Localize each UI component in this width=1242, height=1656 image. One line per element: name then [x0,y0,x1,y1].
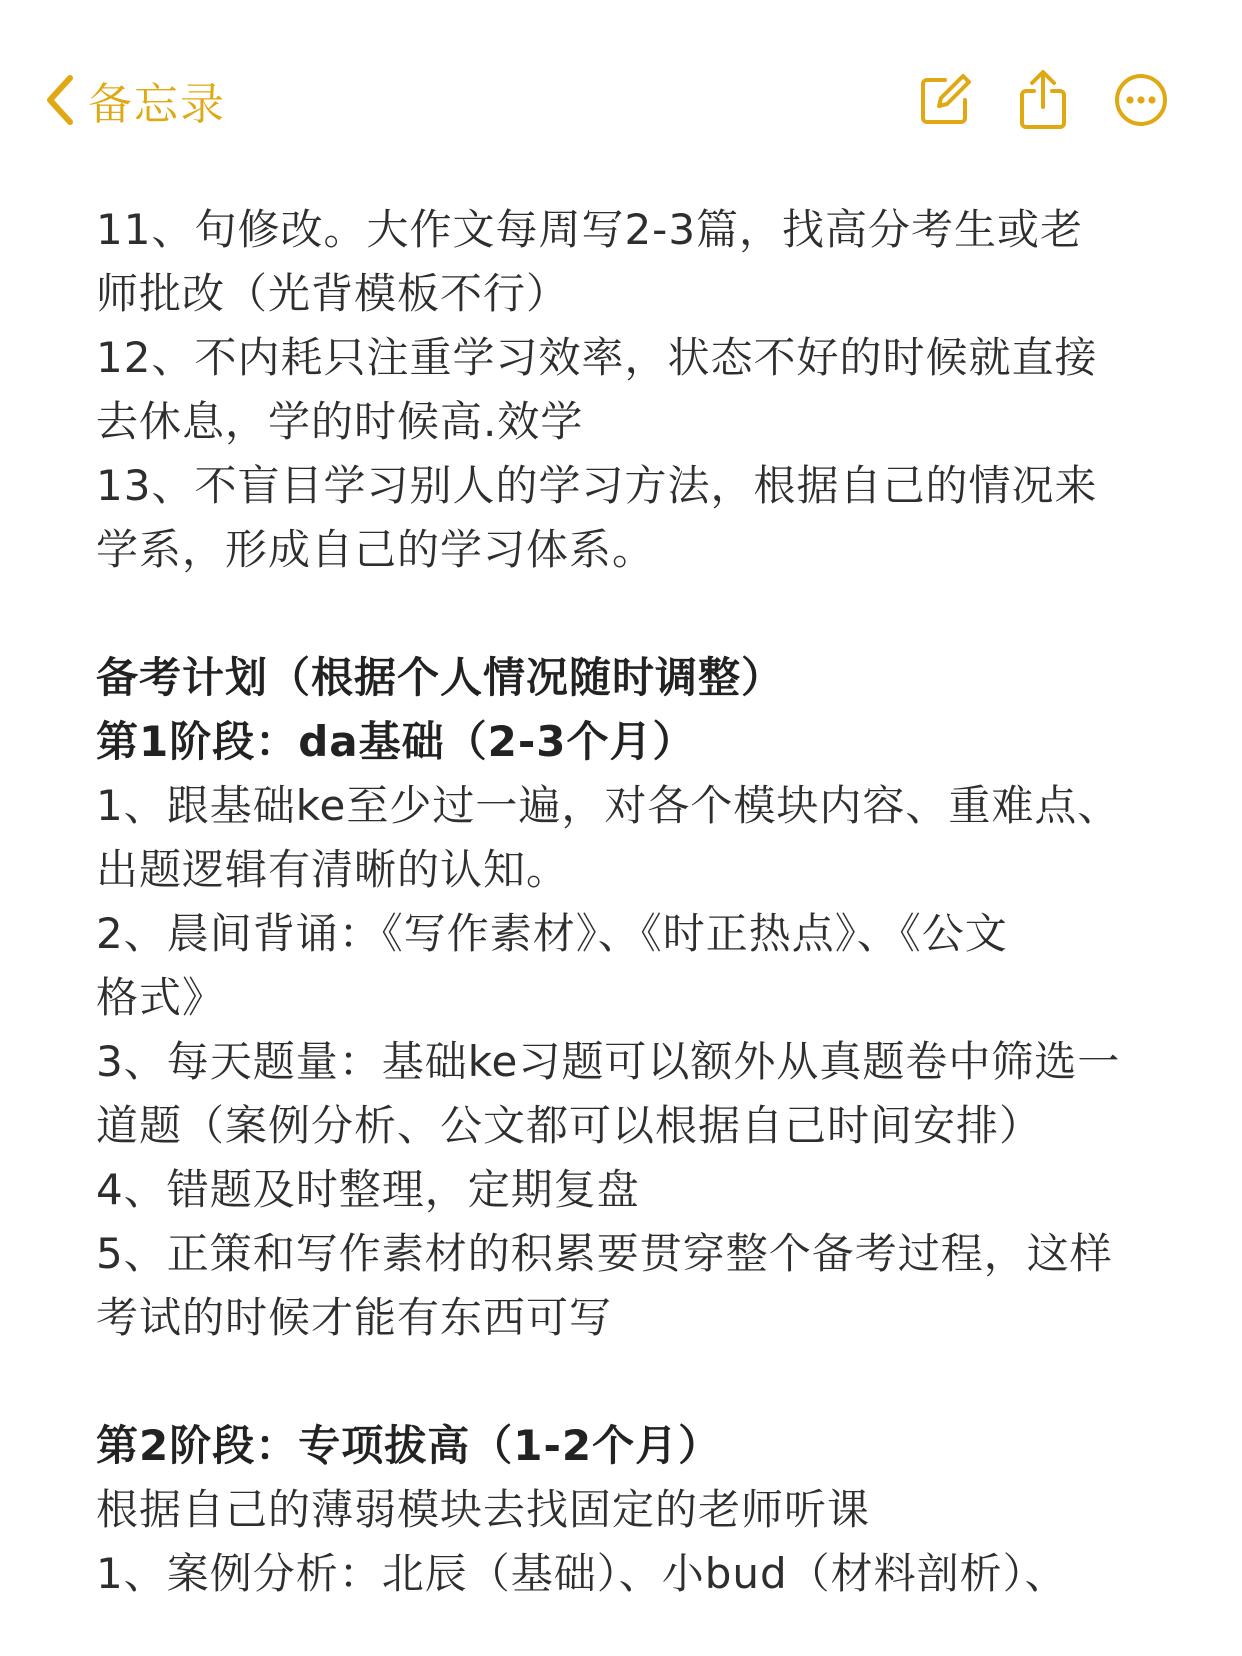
blank-line [96,1350,1176,1414]
navigation-bar [0,58,1242,142]
note-line: 格式》 [96,973,226,1022]
toolbar-actions [916,66,1170,134]
compose-icon [917,72,973,128]
note-line: 1、跟基础ke至少过一遍，对各个模块内容、重难点、 [96,781,1121,830]
back-button[interactable] [40,68,226,132]
note-line: 去休息，学的时候高.效学 [96,397,584,446]
stage-heading: 第1阶段：da基础（2-3个月） [96,717,696,766]
back-label: 备忘录 [88,79,226,130]
blank-line [96,582,1176,646]
note-line: 出题逻辑有清晰的认知。 [96,845,570,894]
section-heading: 备考计划（根据个人情况随时调整） [96,653,785,702]
note-line: 根据自己的薄弱模块去找固定的老师听课 [96,1485,871,1534]
note-line: 学系，形成自己的学习体系。 [96,525,656,574]
note-line: 4、错题及时整理，定期复盘 [96,1165,640,1214]
note-line: 2、晨间背诵：《写作素材》、《时正热点》、《公文 [96,909,1008,958]
note-line: 13、不盲目学习别人的学习方法，根据自己的情况来 [96,461,1098,510]
note-body[interactable] [96,198,1176,1606]
note-line: 1、案例分析：北辰（基础）、小bud（材料剖析）、 [96,1549,1068,1598]
note-line: 考试的时候才能有东西可写 [96,1293,613,1342]
compose-button[interactable] [916,66,974,134]
note-line: 3、每天题量：基础ke习题可以额外从真题卷中筛选一 [96,1037,1121,1086]
share-icon [1018,69,1068,131]
note-line: 师批改（光背模板不行） [96,269,570,318]
share-button[interactable] [1014,66,1072,134]
stage-heading: 第2阶段：专项拔高（1-2个月） [96,1421,722,1470]
chevron-left-icon [40,70,80,130]
note-line: 5、正策和写作素材的积累要贯穿整个备考过程，这样 [96,1229,1113,1278]
more-button[interactable] [1112,66,1170,134]
note-line: 12、不内耗只注重学习效率，状态不好的时候就直接 [96,333,1098,382]
note-line: 11、句修改。大作文每周写2-3篇，找高分考生或老 [96,205,1084,254]
more-icon [1113,72,1169,128]
note-line: 道题（案例分析、公文都可以根据自己时间安排） [96,1101,1043,1150]
